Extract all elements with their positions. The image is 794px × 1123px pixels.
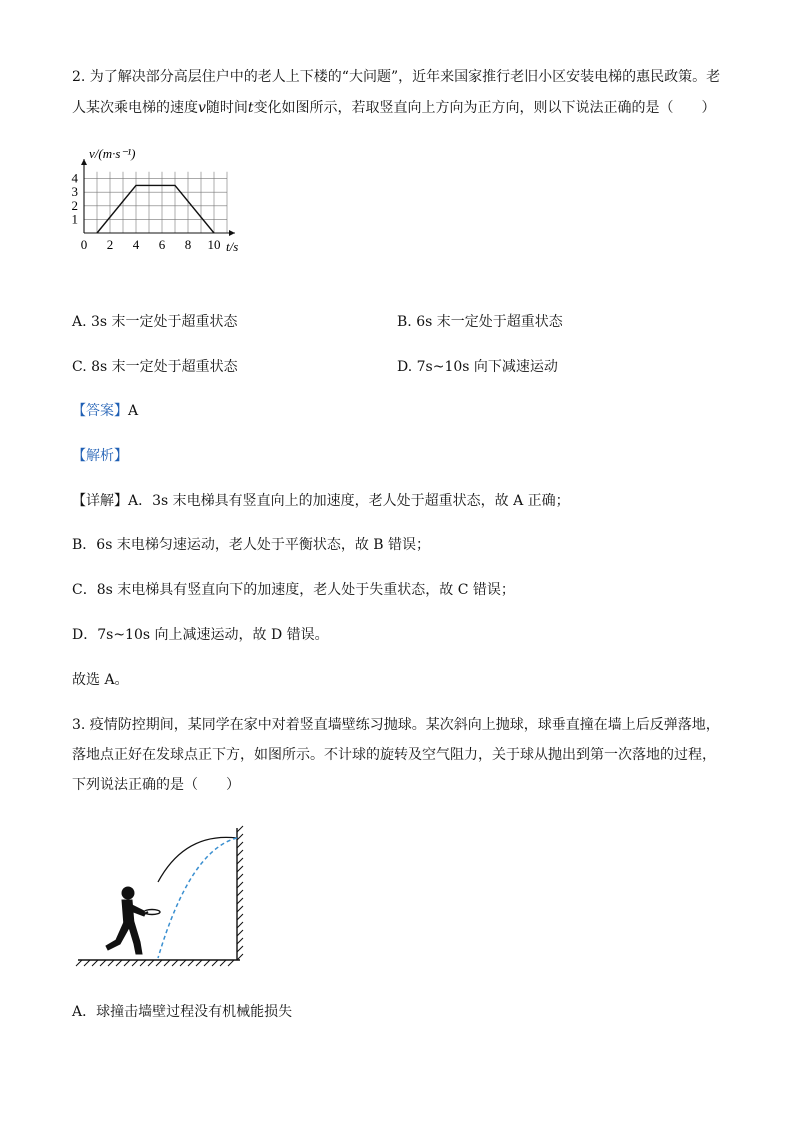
q2-stem-line1: 2. 为了解决部分高层住户中的老人上下楼的“大问题”，近年来国家推行老旧小区安装电梯的惠民政策。老: [72, 69, 721, 85]
y-axis-arrow: [81, 159, 87, 165]
x-tick-label: 10: [207, 237, 221, 252]
answer-line: [72, 401, 138, 421]
conclusion-line: 故选 A。: [72, 672, 129, 688]
q2-stem-part3: 变化如图所示，若取竖直向上方向为正方向，则以下说法正确的是（ ）: [253, 100, 716, 116]
rebound-trajectory: [158, 838, 237, 958]
q3-option-a: A．球撞击墙壁过程没有机械能损失: [72, 1004, 293, 1020]
x-tick-label: 2: [106, 237, 114, 252]
q2-option-d: D. 7s~10s 向下减速运动: [397, 359, 558, 375]
answer-bracket: 【答案】: [72, 403, 128, 419]
q2-option-c: C. 8s 末一定处于超重状态: [72, 359, 238, 375]
q3-stem-line1: 3. 疫情防控期间，某同学在家中对着竖直墙壁练习抛球。某次斜向上抛球，球垂直撞在墙上后反弹落地，: [72, 717, 720, 733]
detail-bracket: 【详解】: [72, 493, 128, 509]
y-tick-label: 2: [71, 197, 78, 213]
detail-line-1: [72, 491, 570, 511]
y-axis-label: v/(m·s⁻¹): [89, 146, 136, 161]
q2-stem-part1: 人某次乘电梯的速度: [72, 100, 198, 116]
graph-ticks: [72, 171, 221, 252]
analysis-bracket: 【解析】: [72, 448, 128, 464]
q3-stem-line2: 落地点正好在发球点正下方，如图所示。不计球的旋转及空气阻力，关于球从抛出到第一次落地的过程，: [72, 747, 716, 763]
q2-stem-line2: [72, 98, 716, 118]
vt-graph: [64, 140, 264, 260]
ground: [76, 960, 240, 966]
detail-line-3: C．8s 末电梯具有竖直向下的加速度，老人处于失重状态，故 C 错误；: [72, 582, 515, 598]
velocity-series-line: [97, 185, 214, 233]
q2-var-t: t: [247, 100, 254, 116]
x-axis-arrow: [229, 230, 235, 236]
q2-stem-part2: 随时间: [205, 100, 248, 116]
y-tick-label: 1: [71, 211, 78, 227]
detail-line-2: B．6s 末电梯匀速运动，老人处于平衡状态，故 B 错误；: [72, 537, 431, 553]
y-tick-label: 3: [71, 184, 78, 200]
throw-trajectory: [158, 837, 237, 882]
q3-stem-line3: 下列说法正确的是（ ）: [72, 777, 240, 793]
detail-line-4: D．7s~10s 向上减速运动，故 D 错误。: [72, 627, 329, 643]
q2-var-v: v: [198, 100, 206, 116]
wall: [237, 826, 243, 960]
detail-text-1: A．3s 末电梯具有竖直向上的加速度，老人处于超重状态，故 A 正确；: [128, 493, 570, 509]
answer-value: A: [128, 403, 139, 419]
graph-series: [97, 185, 214, 233]
q2-option-a: A. 3s 末一定处于超重状态: [72, 314, 238, 330]
x-tick-label: 6: [158, 237, 166, 252]
x-axis-label: t/s: [226, 239, 239, 254]
person-silhouette: [106, 887, 160, 954]
x-tick-label: 8: [184, 237, 192, 252]
x-tick-label: 0: [80, 237, 88, 252]
y-tick-label: 4: [71, 170, 78, 186]
graph-grid: [84, 172, 227, 233]
q2-option-b: B. 6s 末一定处于超重状态: [397, 314, 563, 330]
ball-throw-figure: [70, 820, 260, 970]
analysis-heading: [72, 446, 128, 466]
x-tick-label: 4: [132, 237, 140, 252]
